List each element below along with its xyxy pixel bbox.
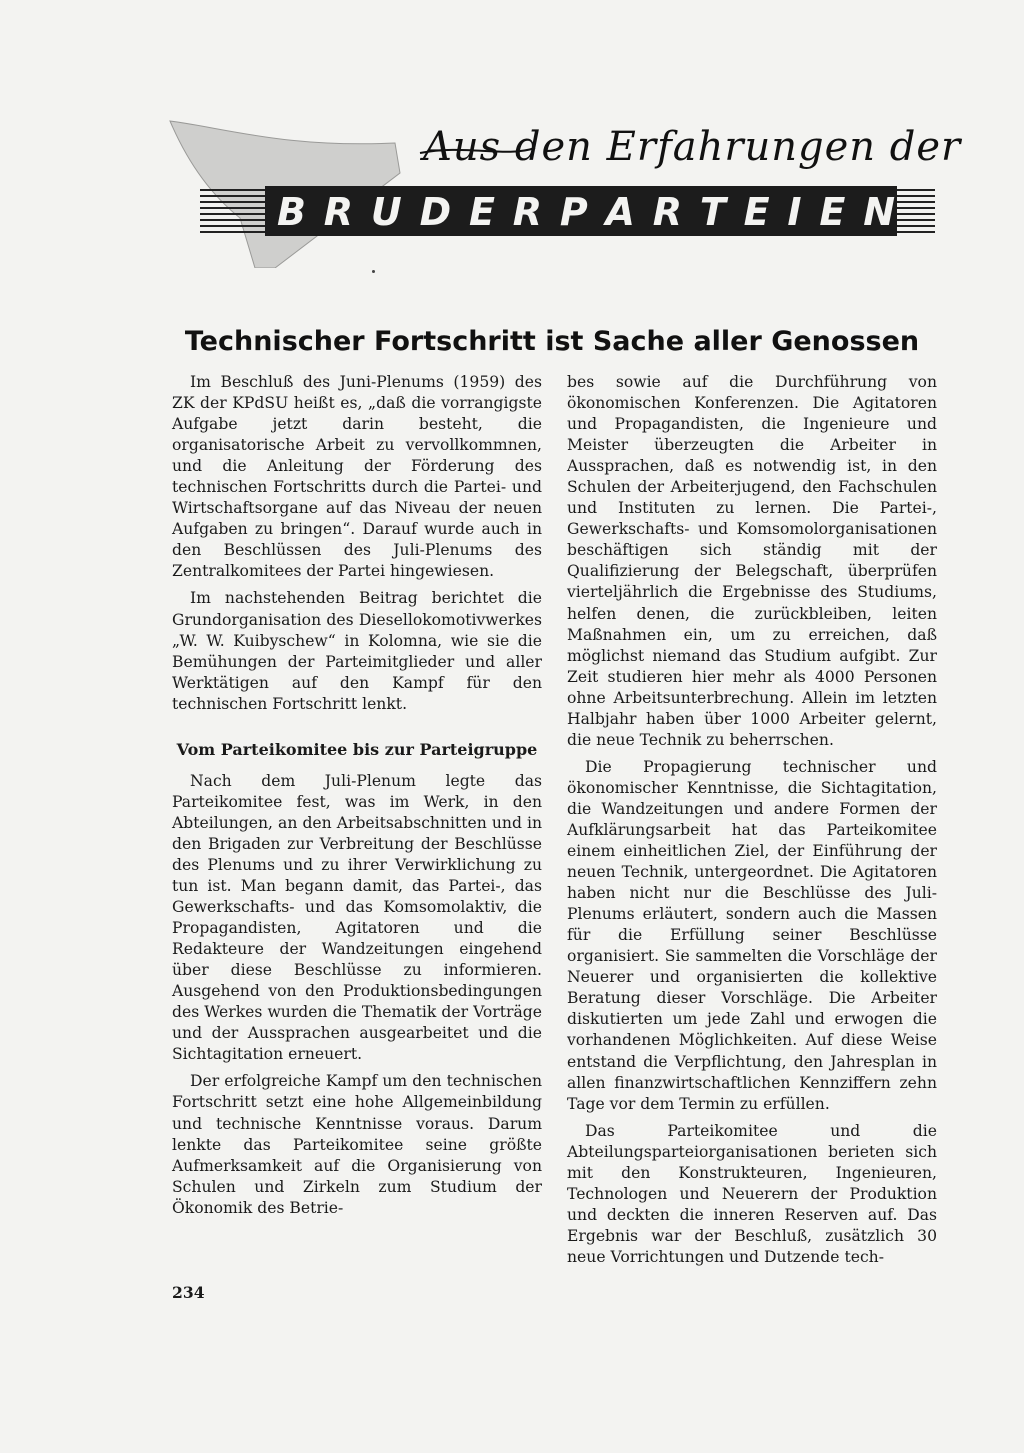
section-header xyxy=(165,118,962,268)
paragraph: Das Parteikomitee und die Abteilungsparteiorganisationen berieten sich mit den Konstrukteuren, Ingenieuren, Technologen und Neuerern der Produktion und deckten die inneren Reserven auf. Das Ergebnis war der Beschluß, zusätzlich 30 neue Vorrichtungen und Dutzende tech- xyxy=(567,1121,937,1266)
banner-letter: R xyxy=(323,190,354,234)
banner-letter: P xyxy=(559,190,588,234)
banner-letter: E xyxy=(819,190,846,234)
banner-letter: B xyxy=(277,190,306,234)
banner-letter: R xyxy=(652,190,683,234)
article-title: Technischer Fortschritt ist Sache aller Genossen xyxy=(184,326,920,358)
banner-letter: A xyxy=(605,190,635,234)
banner-letter: R xyxy=(512,190,543,234)
banner-letter: T xyxy=(699,190,726,234)
section-subhead: Vom Parteikomitee bis zur Parteigruppe xyxy=(176,739,538,759)
paragraph: bes sowie auf die Durchführung von ökonomischen Konferenzen. Die Agitatoren und Propagandisten, die Ingenieure und Meister überzeugten die Arbeiter in Aussprachen, daß es notwendig ist, in den Schulen der Arbeiterjugend, den Fachschulen und Instituten zu lernen. Die Partei-, Gewerkschafts- und Komsomolorganisationen beschäftigen sich ständig mit der Qualifizierung der Belegschaft, überprüfen vierteljährlich die Ergebnisse des Studiums, helfen denen, die zurückbleiben, leiten Maßnahmen ein, um zu erreichen, daß möglichst niemand das Studium aufgibt. Zur Zeit studieren hier mehr als 4000 Personen ohne Arbeitsunterbrechung. Allein im letzten Halbjahr haben über 1000 Arbeiter gelernt, die neue Technik zu beherrschen. xyxy=(567,373,937,749)
banner-letter: E xyxy=(468,190,495,234)
header-script-line: Aus den Erfahrungen der xyxy=(423,124,962,170)
paragraph: Die Propagierung technischer und ökonomischer Kenntnisse, die Sichtagitation, die Wandzeitungen und andere Formen der Aufklärungsarbeit hat das Parteikomitee einem einheitlichen Ziel, der Einführung der neuen Technik, untergeordnet. Die Agitatoren haben nicht nur die Beschlüsse des Juli-Plenums erläutert, sondern auch die Massen für die Erfüllung seiner Beschlüsse organisiert. Sie sammelten die Vorschläge der Neuerer und organisierten die kollektive Beratung dieser Vorschläge. Die Arbeiter diskutierten um jede Zahl und erwogen die vorhandenen Möglichkeiten. Auf diese Weise entstand die Verpflichtung, den Jahresplan in allen finanzwirtschaftlichen Kennziffern zehn Tage vor dem Termin zu erfüllen. xyxy=(567,757,937,1113)
paragraph: Der erfolgreiche Kampf um den technischen Fortschritt setzt eine hohe Allgemeinbildung und technische Kenntnisse voraus. Darum lenkte das Parteikomitee seine größte Aufmerksamkeit auf die Organisierung von Schulen und Zirkeln zum Studium der Ökonomik des Betrie- xyxy=(172,1072,542,1217)
left-column xyxy=(172,372,542,1225)
banner-letter: U xyxy=(370,190,402,234)
paragraph: Im nachstehenden Beitrag berichtet die Grundorganisation des Diesellokomotivwerkes „W. W. Kuibyschew“ in Kolomna, wie sie die Bemühungen der Parteimitglieder und aller Werktätigen auf den Kampf für den technischen Fortschritt lenkt. xyxy=(172,589,542,713)
paragraph: Nach dem Juli-Plenum legte das Parteikomitee fest, was im Werk, in den Abteilungen, an den Arbeitsabschnitten und in den Brigaden zur Verbreitung der Beschlüsse des Plenums und zu ihrer Verwirklichung zu tun ist. Man begann damit, das Partei-, das Gewerkschafts- und das Komsomolaktiv, die Propagandisten, Agitatoren und die Redakteure der Wandzeitungen eingehend über diese Beschlüsse zu informieren. Ausgehend von den Produktionsbedingungen des Werkes wurden die Thematik der Vorträge und der Aussprachen ausgearbeitet und die Sichtagitation erneuert. xyxy=(172,771,542,1064)
banner-letter: D xyxy=(419,190,452,234)
stray-mark xyxy=(372,270,375,273)
header-banner-word xyxy=(277,190,895,234)
page-number: 234 xyxy=(172,1283,205,1302)
banner-letter: N xyxy=(863,190,895,234)
paragraph: Im Beschluß des Juni-Plenums (1959) des ZK der KPdSU heißt es, „daß die vorrangigste Aufgabe jetzt darin besteht, die organisatorische Arbeit zu vervollkommnen, und die Anleitung der Förderung des technischen Fortschritts durch die Partei- und Wirtschaftsorgane auf das Niveau der neuen Aufgaben zu bringen“. Darauf wurde auch in den Beschlüssen des Juli-Plenums des Zentralkomitees der Partei hingewiesen. xyxy=(172,373,542,581)
banner-letter: I xyxy=(787,190,802,234)
right-column xyxy=(567,372,937,1274)
banner-letter: E xyxy=(743,190,770,234)
